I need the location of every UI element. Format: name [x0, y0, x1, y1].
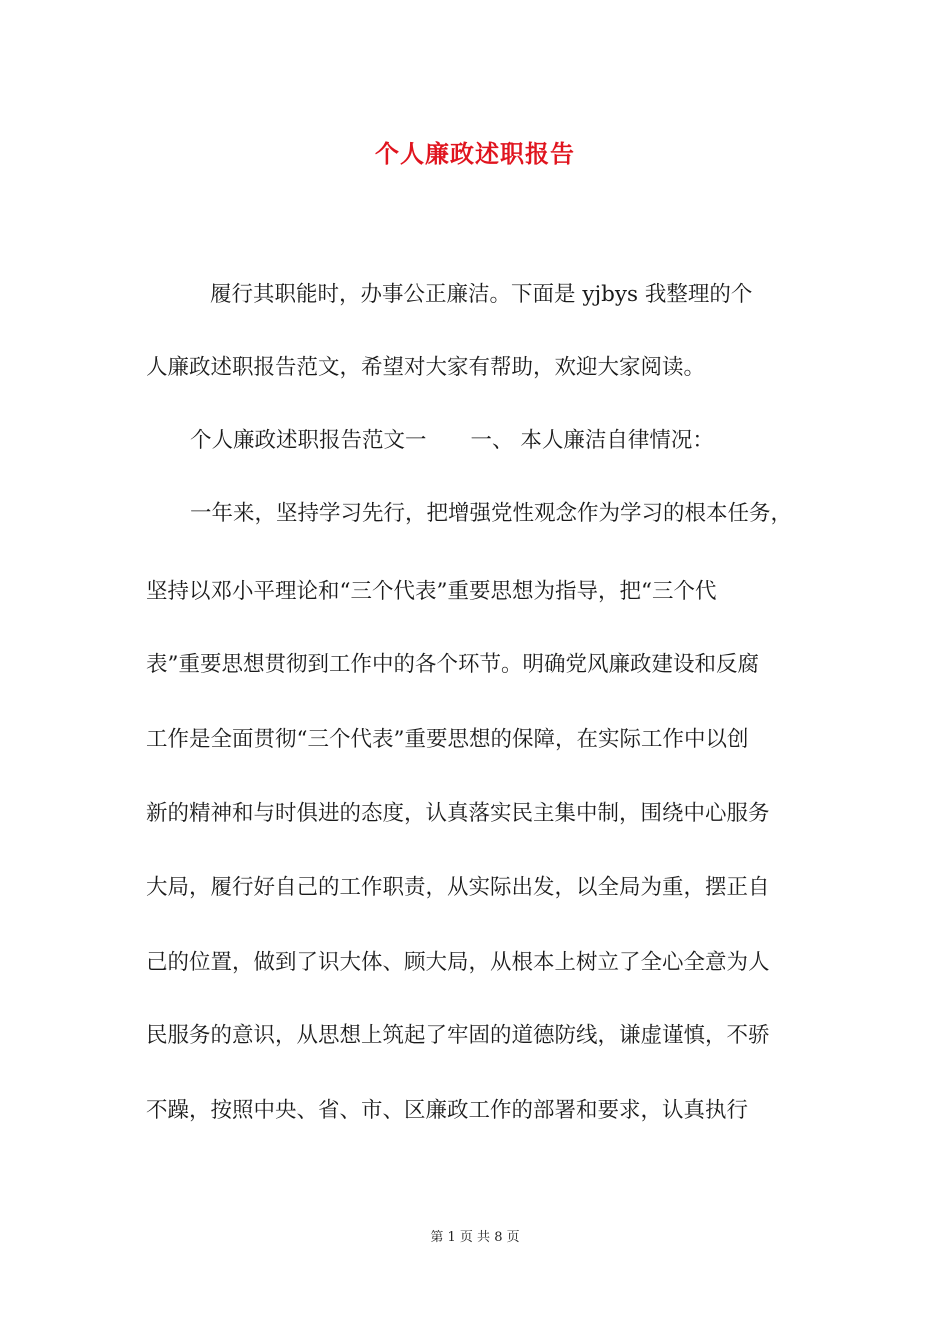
- body-line: 新的精神和与时俱进的态度，认真落实民主集中制，围绕中心服务: [146, 801, 770, 826]
- body-line: 大局，履行好自己的工作职责，从实际出发，以全局为重，摆正自: [146, 875, 770, 900]
- body-line: 表”重要思想贯彻到工作中的各个环节。明确党风廉政建设和反腐: [146, 652, 759, 677]
- body-line: 坚持以邓小平理论和“三个代表”重要思想为指导，把“三个代: [146, 579, 717, 604]
- body-line: 己的位置，做到了识大体、顾大局，从根本上树立了全心全意为人: [146, 950, 770, 975]
- section-heading: 一、 本人廉洁自律情况：: [470, 428, 714, 453]
- intro-line: 履行其职能时，办事公正廉洁。下面是 yjbys 我整理的个: [210, 282, 753, 307]
- page-footer: 第 1 页 共 8 页: [430, 1230, 520, 1245]
- section-line: [190, 426, 714, 456]
- intro-line: 人廉政述职报告范文，希望对大家有帮助，欢迎大家阅读。: [146, 355, 706, 380]
- section-title: 个人廉政述职报告范文一: [190, 428, 427, 453]
- body-line: 工作是全面贯彻“三个代表”重要思想的保障，在实际工作中以创: [146, 727, 749, 752]
- document-title: 个人廉政述职报告: [375, 139, 575, 168]
- body-line: 民服务的意识，从思想上筑起了牢固的道德防线，谦虚谨慎，不骄: [146, 1023, 770, 1048]
- body-line: 不躁，按照中央、省、市、区廉政工作的部署和要求，认真执行: [146, 1098, 749, 1123]
- body-line: 一年来，坚持学习先行，把增强党性观念作为学习的根本任务，: [190, 501, 793, 526]
